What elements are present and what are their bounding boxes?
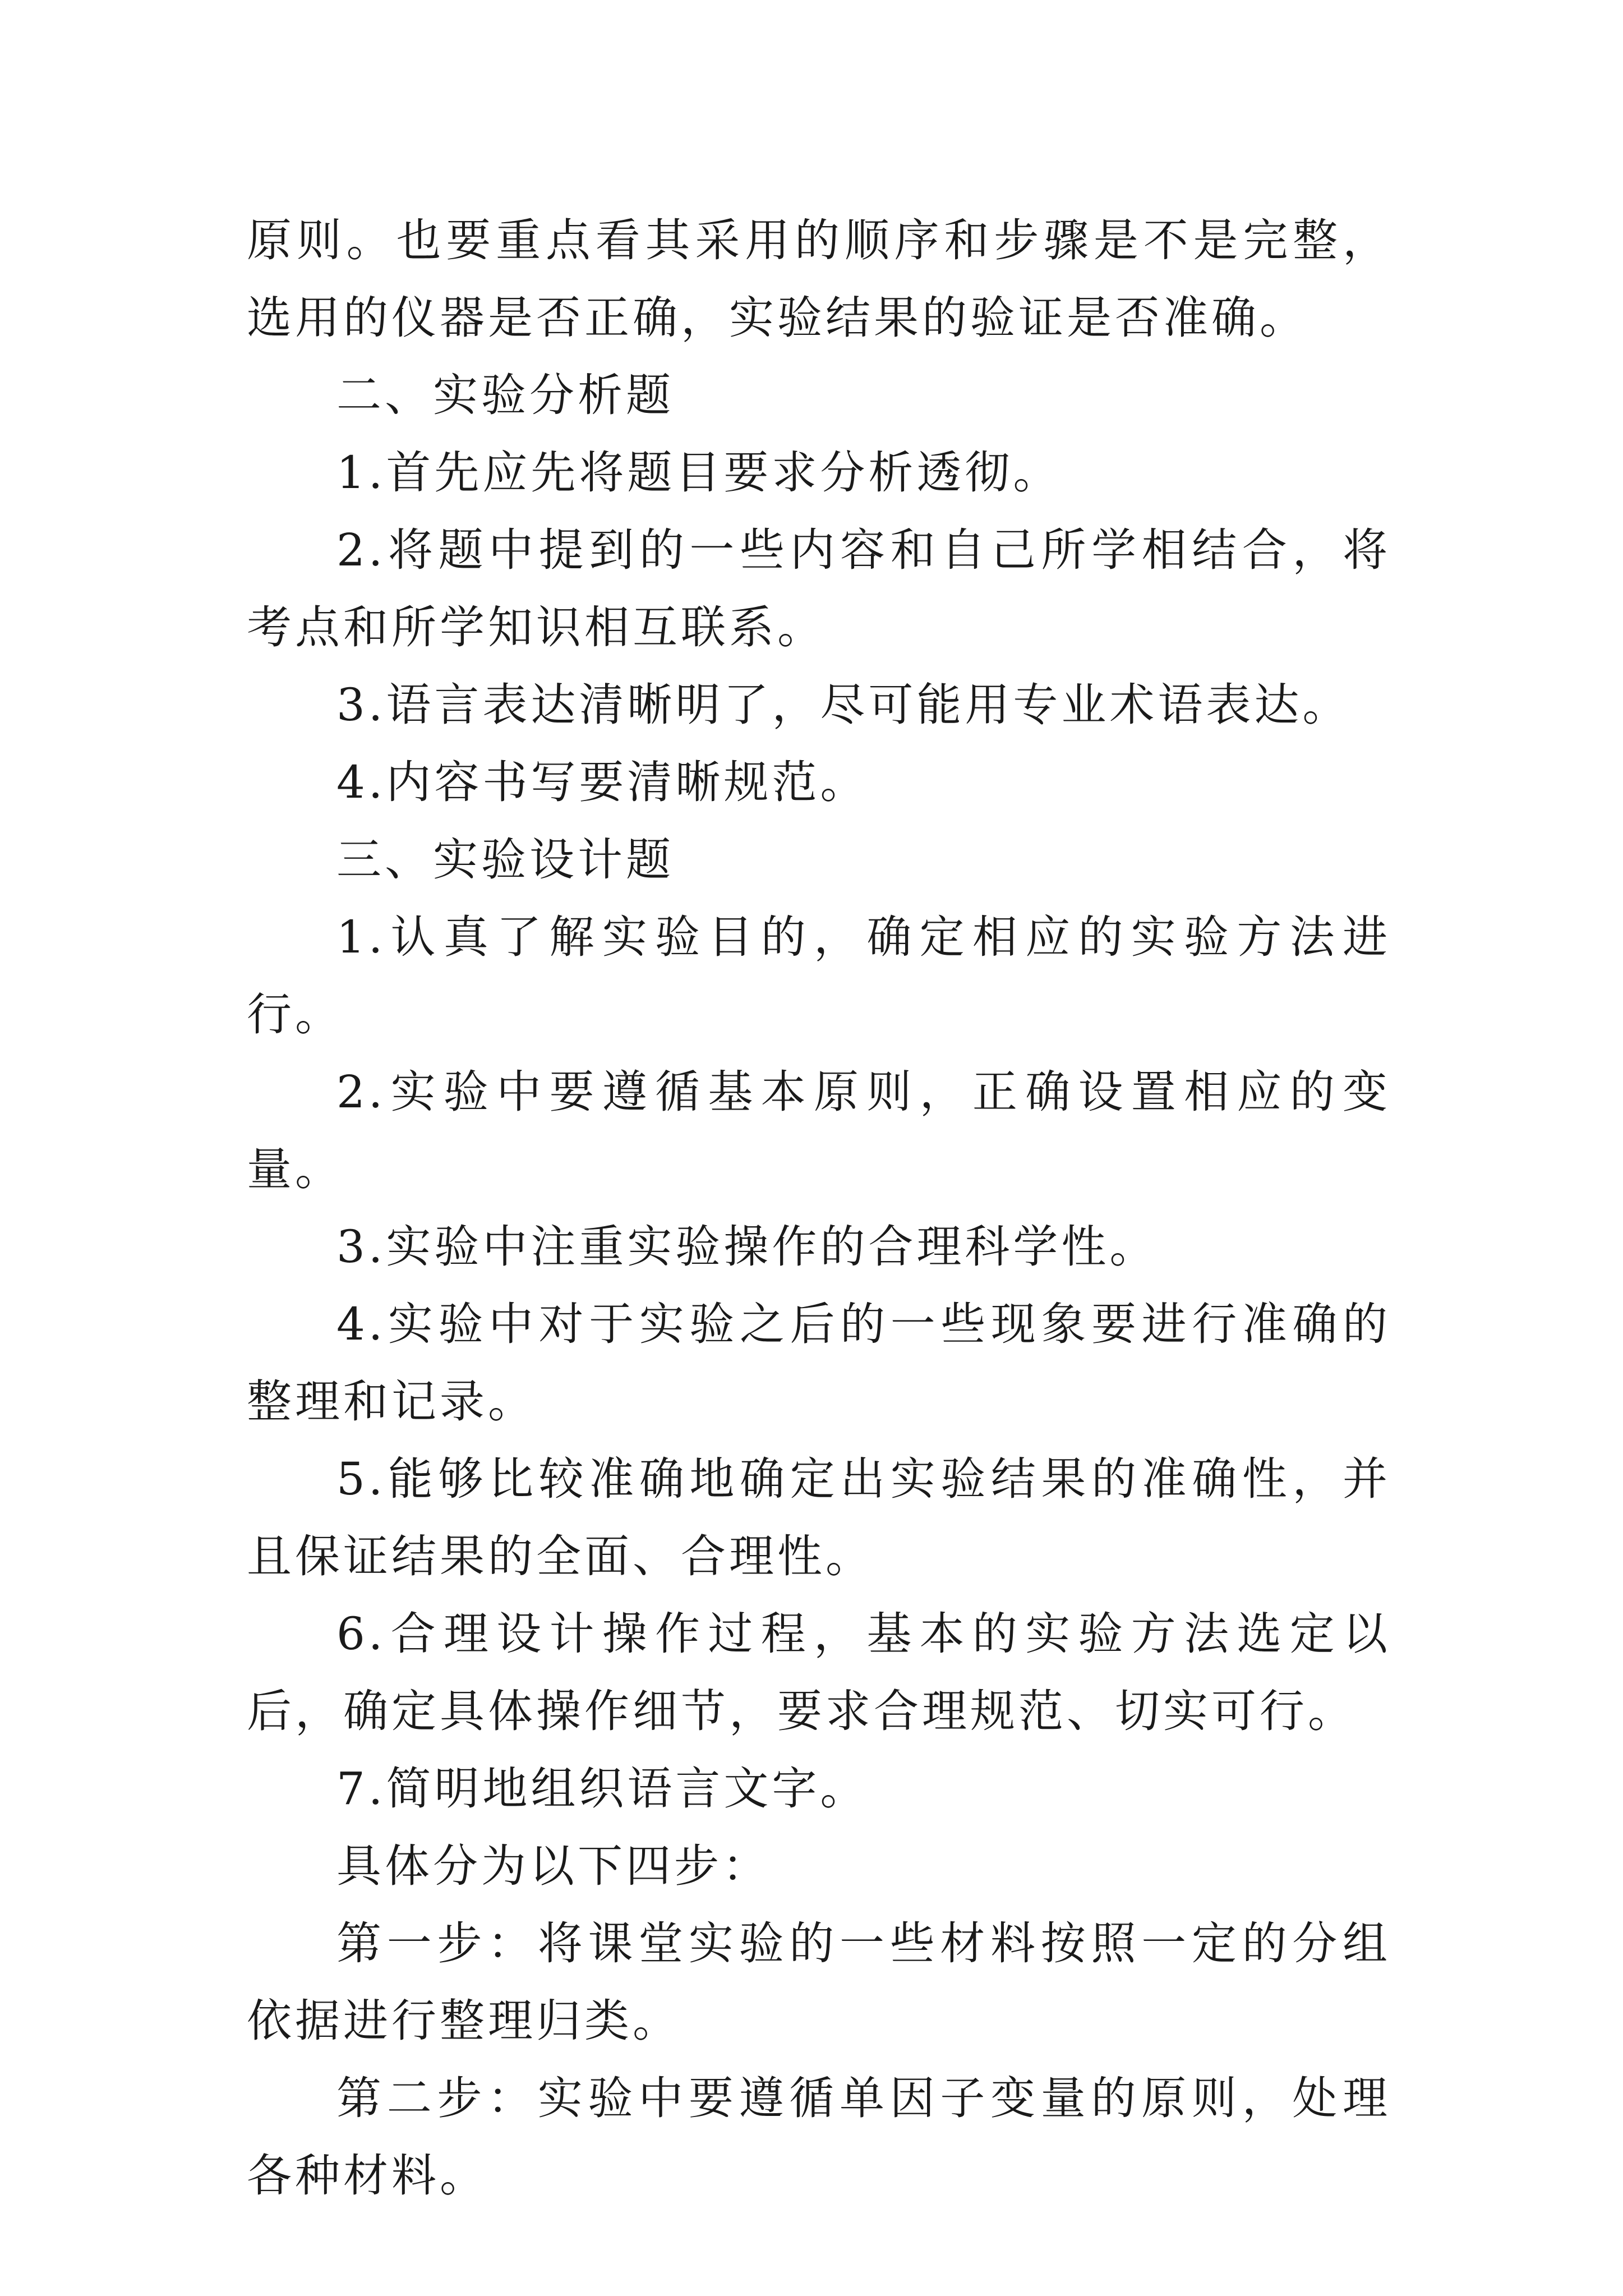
design-item-7: 7.简明地组织语言文字。 xyxy=(336,1763,869,1815)
section-heading-experiment-design: 三、实验设计题 xyxy=(336,834,674,886)
design-item-1: 1.认真了解实验目的，确定相应的实验方法进行。 xyxy=(247,911,1391,1041)
section-heading-experiment-analysis: 二、实验分析题 xyxy=(336,369,674,421)
analysis-item-3: 3.语言表达清晰明了，尽可能用专业术语表达。 xyxy=(336,679,1351,731)
paragraph-continuation: 原则。也要重点看其采用的顺序和步骤是不是完整，选用的仪器是否正确，实验结果的验证是否准确。 xyxy=(247,214,1391,344)
design-item-2: 2.实验中要遵循基本原则，正确设置相应的变量。 xyxy=(247,1066,1391,1195)
analysis-item-4: 4.内容书写要清晰规范。 xyxy=(336,756,869,808)
design-item-3: 3.实验中注重实验操作的合理科学性。 xyxy=(336,1221,1158,1273)
analysis-item-2: 2.将题中提到的一些内容和自己所学相结合，将考点和所学知识相互联系。 xyxy=(247,524,1391,654)
analysis-item-1: 1.首先应先将题目要求分析透彻。 xyxy=(336,447,1062,499)
document-body xyxy=(247,202,1391,2215)
design-item-6: 6.合理设计操作过程，基本的实验方法选定以后，确定具体操作细节，要求合理规范、切实可行。 xyxy=(247,1608,1391,1737)
step-1: 第一步：将课堂实验的一些材料按照一定的分组依据进行整理归类。 xyxy=(247,1917,1391,2047)
step-2: 第二步：实验中要遵循单因子变量的原则，处理各种材料。 xyxy=(247,2072,1391,2202)
design-item-4: 4.实验中对于实验之后的一些现象要进行准确的整理和记录。 xyxy=(247,1298,1391,1428)
design-item-5: 5.能够比较准确地确定出实验结果的准确性，并且保证结果的全面、合理性。 xyxy=(247,1453,1391,1582)
steps-intro: 具体分为以下四步： xyxy=(336,1840,771,1892)
